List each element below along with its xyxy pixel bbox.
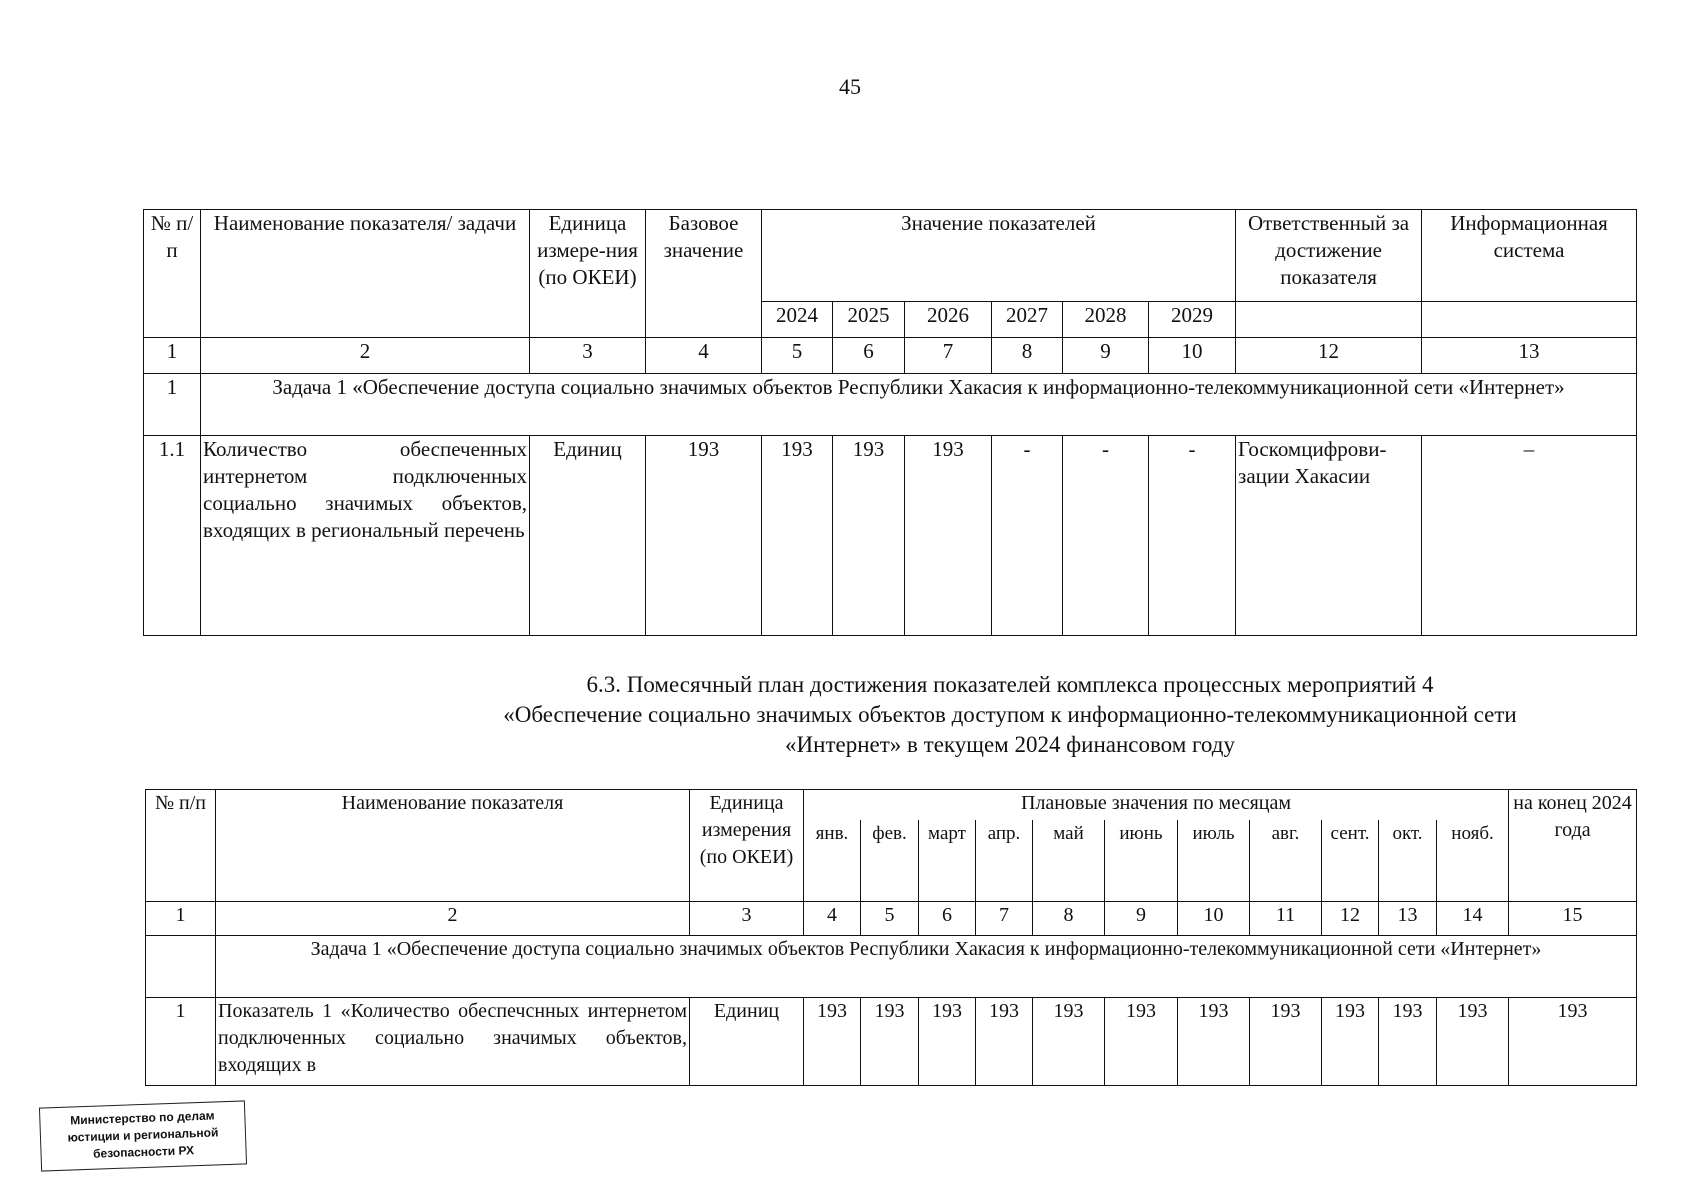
indicators-table [143, 209, 1637, 636]
header-month: янв. [804, 820, 861, 902]
col-number: 4 [646, 338, 762, 374]
indicator-value: - [992, 436, 1063, 636]
header-name: Наименование показателя/ задачи [201, 210, 530, 338]
header-month: сент. [1322, 820, 1379, 902]
section-heading-line: «Обеспечение социально значимых объектов доступом к информационно-телекоммуникационной сети [503, 702, 1517, 727]
section-heading [340, 670, 1680, 760]
indicator-name: Количество обеспеченных интернетом подключенных социально значимых объектов, входящих в региональный перечень [201, 436, 530, 636]
header-month: май [1033, 820, 1105, 902]
ministry-stamp [39, 1100, 247, 1171]
task-title: Задача 1 «Обеспечение доступа социально значимых объектов Республики Хакасия к информационно-телекоммуникационной сети «Интернет» [201, 374, 1637, 436]
monthly-value: 193 [1379, 998, 1437, 1086]
monthly-value: 193 [1322, 998, 1379, 1086]
stamp-line: Министерство по делам [69, 1108, 215, 1128]
stamp-line: юстиции и региональной [67, 1125, 219, 1145]
col-number: 3 [530, 338, 646, 374]
col-number: 7 [976, 902, 1033, 936]
col-number: 4 [804, 902, 861, 936]
indicator-value: 193 [762, 436, 833, 636]
col-number: 15 [1509, 902, 1637, 936]
indicator-responsible: Госкомцифрови-зации Хакасии [1236, 436, 1422, 636]
header-month: авг. [1250, 820, 1322, 902]
indicator-value: 193 [905, 436, 992, 636]
col-number: 6 [833, 338, 905, 374]
monthly-value: 193 [1105, 998, 1178, 1086]
monthly-value: 193 [976, 998, 1033, 1086]
monthly-value: 193 [1437, 998, 1509, 1086]
header-num: № п/п [144, 210, 201, 338]
col-number: 9 [1063, 338, 1149, 374]
section-heading-line: «Интернет» в текущем 2024 финансовом году [785, 732, 1235, 757]
header-unit: Единица измере-ния (по ОКЕИ) [530, 210, 646, 338]
header-name: Наименование показателя [216, 790, 690, 902]
indicator-value: - [1149, 436, 1236, 636]
row-num: 1.1 [144, 436, 201, 636]
header-year: 2027 [992, 302, 1063, 338]
indicator-unit: Единиц [690, 998, 804, 1086]
col-number: 8 [1033, 902, 1105, 936]
col-number: 8 [992, 338, 1063, 374]
header-year: 2024 [762, 302, 833, 338]
monthly-value: 193 [804, 998, 861, 1086]
header-month: апр. [976, 820, 1033, 902]
end-of-year-value: 193 [1509, 998, 1637, 1086]
col-number: 11 [1250, 902, 1322, 936]
header-year: 2029 [1149, 302, 1236, 338]
header-month: нояб. [1437, 820, 1509, 902]
header-year: 2028 [1063, 302, 1149, 338]
task-num-empty [146, 936, 216, 998]
col-number: 13 [1422, 338, 1637, 374]
header-month: март [919, 820, 976, 902]
col-number: 13 [1379, 902, 1437, 936]
col-number: 3 [690, 902, 804, 936]
col-number: 6 [919, 902, 976, 936]
task-title: Задача 1 «Обеспечение доступа социально значимых объектов Республики Хакасия к информационно-телекоммуникационной сети «Интернет» [216, 936, 1637, 998]
monthly-value: 193 [861, 998, 919, 1086]
col-number: 1 [146, 902, 216, 936]
header-year: 2025 [833, 302, 905, 338]
monthly-value: 193 [1033, 998, 1105, 1086]
col-number: 10 [1149, 338, 1236, 374]
col-number: 7 [905, 338, 992, 374]
header-end-of-year: на конец 2024 года [1509, 790, 1637, 902]
header-monthly-group: Плановые значения по месяцам [804, 790, 1509, 820]
header-month: окт. [1379, 820, 1437, 902]
indicator-unit: Единиц [530, 436, 646, 636]
header-base: Базовое значение [646, 210, 762, 338]
monthly-value: 193 [1178, 998, 1250, 1086]
indicator-base: 193 [646, 436, 762, 636]
header-empty [1422, 302, 1637, 338]
col-number: 12 [1322, 902, 1379, 936]
indicator-info-system: – [1422, 436, 1637, 636]
header-month: июль [1178, 820, 1250, 902]
header-year: 2026 [905, 302, 992, 338]
header-month: июнь [1105, 820, 1178, 902]
header-info-system: Информационная система [1422, 210, 1637, 302]
monthly-plan-table [145, 789, 1637, 1086]
col-number: 1 [144, 338, 201, 374]
header-empty [1236, 302, 1422, 338]
monthly-value: 193 [1250, 998, 1322, 1086]
indicator-name: Показатель 1 «Количество обеспечснных интернетом подключенных социально значимых объектов, входящих в [216, 998, 690, 1086]
col-number: 5 [762, 338, 833, 374]
section-heading-line: 6.3. Помесячный план достижения показателей комплекса процессных мероприятий 4 [586, 672, 1434, 697]
indicator-value: 193 [833, 436, 905, 636]
stamp-line: безопасности РХ [92, 1143, 195, 1161]
header-num: № п/п [146, 790, 216, 902]
col-number: 2 [216, 902, 690, 936]
row-num: 1 [146, 998, 216, 1086]
task-num: 1 [144, 374, 201, 436]
header-unit: Единица измерения (по ОКЕИ) [690, 790, 804, 902]
col-number: 9 [1105, 902, 1178, 936]
col-number: 12 [1236, 338, 1422, 374]
col-number: 5 [861, 902, 919, 936]
header-values-group: Значение показателей [762, 210, 1236, 302]
page-number: 45 [839, 74, 861, 99]
monthly-value: 193 [919, 998, 976, 1086]
col-number: 2 [201, 338, 530, 374]
indicator-value: - [1063, 436, 1149, 636]
col-number: 14 [1437, 902, 1509, 936]
header-month: фев. [861, 820, 919, 902]
header-responsible: Ответственный за достижение показателя [1236, 210, 1422, 302]
col-number: 10 [1178, 902, 1250, 936]
